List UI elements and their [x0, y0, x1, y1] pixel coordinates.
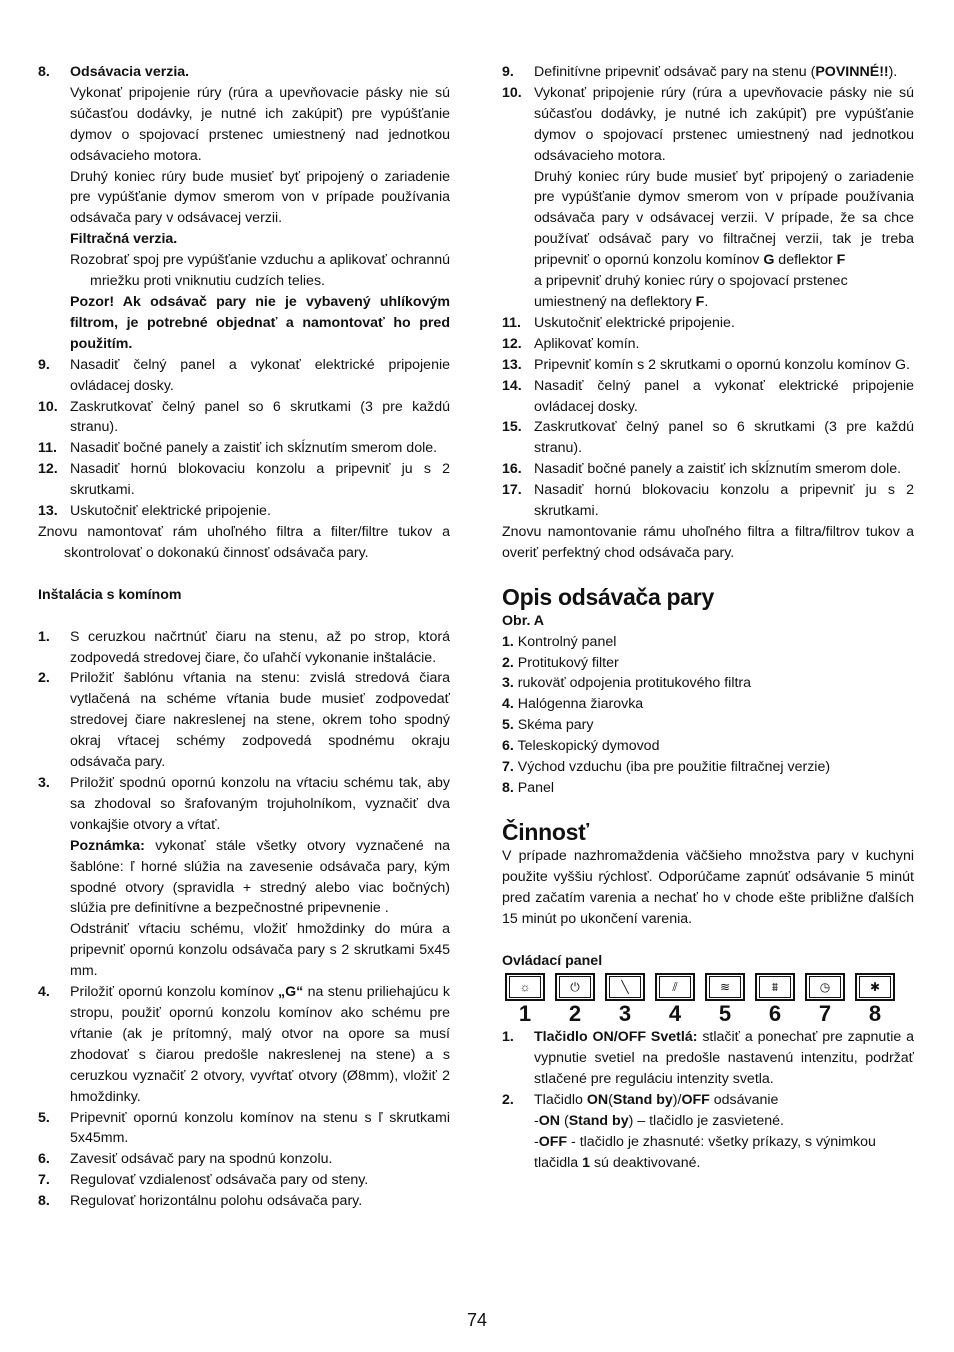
key-button: [605, 973, 645, 1001]
list-item: 12. Nasadiť hornú blokovaciu konzolu a pripevniť ju s 2 skrutkami.: [38, 461, 450, 499]
description-item: 2. Protitukový filter: [502, 654, 619, 671]
list-item: 2. Tlačidlo ON(Stand by)/OFF odsávanie -ON (Stand by) – tlačidlo je zasvietené. -OFF - tlačidlo je zhasnuté: všetky príkazy, s výnimkou tlačidla 1 sú deaktivované.: [502, 1092, 876, 1171]
description-item: 7. Východ vzduchu (iba pre použitie filtračnej verzie): [502, 759, 831, 776]
list-item: 11. Uskutočniť elektrické pripojenie.: [502, 314, 735, 331]
list-a: [38, 355, 450, 522]
speed-1-icon: ╲: [621, 980, 629, 995]
list-c: [38, 1108, 450, 1213]
key-number: 3: [618, 1001, 632, 1027]
list-item: 15. Zaskrutkovať čelný panel so 6 skrutkami (3 pre každú stranu).: [502, 419, 914, 457]
list-item: 10. Zaskrutkovať čelný panel so 6 skrutkami (3 pre každú stranu).: [38, 398, 450, 436]
timer-icon: ◷: [819, 980, 831, 995]
list-item: 16. Nasadiť bočné panely a zaistiť ich skĺznutím smerom dole.: [502, 461, 902, 478]
list-item: 13. Uskutočniť elektrické pripojenie.: [38, 503, 271, 520]
list-item: 8. Regulovať horizontálnu polohu odsávača pary.: [38, 1193, 363, 1210]
list-item: 7. Regulovať vzdialenosť odsávača pary od steny.: [38, 1172, 369, 1189]
key-button: [805, 973, 845, 1001]
key-number: 8: [868, 1001, 882, 1027]
list-item: 11. Nasadiť bočné panely a zaistiť ich skĺznutím smerom dole.: [38, 440, 438, 457]
list-item: 9. Definitívne pripevniť odsávač pary na stenu (POVINNÉ!!).: [502, 64, 898, 80]
lamp-icon: ☼: [519, 980, 531, 995]
control-panel-figure: [502, 973, 914, 1027]
key-number: 6: [768, 1001, 782, 1027]
description-item: 5. Skéma pary: [502, 717, 594, 734]
item-subtitle: Filtračná verzia.: [70, 231, 178, 248]
list-item: 17. Nasadiť hornú blokovaciu konzolu a pripevniť ju s 2 skrutkami.: [502, 482, 914, 520]
description-item: 8. Panel: [502, 780, 555, 796]
list-item: 2. Priložiť šablónu vŕtania na stenu: zvislá stredová čiara vytlačená na schéme vŕtania bude musieť zodpovedať stredovej čiare nakreslenej na stene, okrem toho spodný okraj vŕtacej schémy zodpovedá spodnému okraju odsávača pary.: [38, 670, 450, 771]
list-a: [502, 313, 914, 522]
list-item: 14. Nasadiť čelný panel a vykonať elektrické pripojenie ovládacej dosky.: [502, 377, 914, 415]
control-key: [702, 973, 748, 1027]
list-item: 12. Aplikovať komín.: [502, 335, 640, 352]
speed-4-icon: ⩩: [771, 980, 779, 995]
warning-text: Pozor! Ak odsávač pary nie je vybavený uhlíkovým filtrom, je potrebné objednať a namontovať ho pred použitím.: [70, 293, 450, 352]
list-item: 6. Zavesiť odsávač pary na spodnú konzolu.: [38, 1151, 333, 1168]
list-item: 1. S ceruzkou načrtnúť čiaru na stenu, až po strop, ktorá zodpovedá stredovej čiare, čo uľahčí vykonanie inštalácie.: [38, 628, 450, 666]
control-key: [752, 973, 798, 1027]
section-title: Inštalácia s komínom: [38, 586, 182, 603]
power-icon: ⏻: [570, 980, 580, 995]
description-item: 3. rukoväť odpojenia protitukového filtra: [502, 675, 752, 692]
page-number: 74: [466, 1310, 488, 1330]
key-number: 5: [718, 1001, 732, 1027]
note-text: Poznámka: vykonať stále všetky otvory vyznačené na šablóne: ľ horné slúžia na zavesenie odsávača pary, kým spodné otvory (spravidla + stredný alebo viac bočných) slúžia pre definitívne a bezpečnostné pripevnenie .: [70, 837, 450, 917]
list-item: 10. Vykonať pripojenie rúry (rúra a upevňovacie pásky nie sú súčasťou dodávky, je nutné ich zakúpiť) pre vypúšťanie dymov o spojovací prstenec umiestnený nad jednotkou odsávacieho motora. Druhý koniec rúry bude musieť byť pripojený o zariadenie pre vypúšťanie dymov smerom von v prípade používania odsávača pary v odsávacej verzii. V prípade, že sa chce používať odsávač pary vo filtračnej verzii, tak je treba pripevniť o opornú konzolu komínov G deflektor F a pripevniť druhý koniec rúry o spojovací prstenec umiestnený na deflektory F.: [502, 84, 914, 310]
key-number: 7: [818, 1001, 832, 1027]
filter-alarm-icon: ✱: [869, 980, 881, 995]
speed-2-icon: ⫽: [672, 980, 678, 995]
key-button: [505, 973, 545, 1001]
left-column: 8. Odsávacia verzia. Vykonať pripojenie rúry (rúra a upevňovacie pásky nie sú súčasťou dodávky, je nutné ich zakúpiť) pre vypúšťanie dymov o spojovací prstenec umiestnený nad jednotkou odsávacieho motora. Druhý koniec rúry bude musieť byť pripojený o zariadenie pre vypúšťanie dymov smerom von v prípade používania odsávača pary v odsávacej verzii. Filtračná verzia. Rozobrať spoj pre vypúšťanie vzduchu a aplikovať ochrannú mriežku proti vniknutiu cudzích telies. Pozor! Ak odsávač pary nie je vybavený uhlíkovým filtrom, je potrebné objednať a namontovať ho pred použitím. 9. Nasadiť čelný panel a vykonať elektrické pripojenie ovládacej dosky. 10. Zaskrutkovať čelný panel so 6 skrutkami (3 pre každú stranu). 11. Nasadiť bočné panely a zaistiť ich skĺznutím smerom dole. 12. Nasadiť hornú blokovaciu konzolu a pripevniť ju s 2 skrutkami. 13. Uskutočniť elektrické pripojenie. Znovu namontovať rám uhoľného filtra a filter/filtre tukov a skontrolovať o dokonakú činnosť odsávača pary. Inštalácia s komínom 1. S ceruzkou načrtnúť čiaru na stenu, až po strop, ktorá zodpovedá stredovej čiare, čo uľahčí vykonanie inštalácie. 2. Priložiť šablónu vŕtania na stenu: zvislá stredová čiara vytlačená na schéme vŕtania bude musieť zodpovedať stredovej čiare nakreslenej na stene, okrem toho spodný okraj vŕtacej schémy zodpovedá spodnému okraju odsávača pary. 3. Priložiť spodnú opornú konzolu na vŕtaciu schému tak, aby sa zhodoval so šrafovaným trojuholníkom, vyznačiť dva vonkajšie otvory a vŕtať. Poznámka: vykonať stále všetky otvory vyznačené na šablóne: ľ horné slúžia na zavesenie odsávača pary, kým spodné otvory (spravidla + stredný alebo viac bočných) slúžia pre definitívne a bezpečnostné pripevnenie . Odstrániť vŕtaciu schému, vložiť hmoždinky do múra a pripevniť opornú konzolu odsávača pary s 2 skrutkami 5x45 mm. 4. Priložiť opornú konzolu komínov „G“ na stenu priliehajúcu k stropu, použiť opornú konzolu komínov ako schému pre vŕtanie (ak je prítomný, malý otvor na opore sa musí zhodovať s čiarou predošle nakreslenej na stene) a s ceruzkou vyznačiť 2 otvory, vyvŕtať otvory (Ø8mm), vložiť 2 hmoždinky. 5. Pripevniť opornú konzolu komínov na stenu s ľ skrutkami 5x45mm. 6. Zavesiť odsávač pary na spodnú konzolu. 7. Regulovať vzdialenosť odsávača pary od steny. 8. Regulovať horizontálnu polohu odsávača pary.: [38, 62, 450, 1212]
key-button: [705, 973, 745, 1001]
description-list: [502, 632, 914, 799]
description-item: 1. Kontrolný panel: [502, 633, 617, 650]
right-column: 9. Definitívne pripevniť odsávač pary na stenu (POVINNÉ!!). 10. Vykonať pripojenie rúry (rúra a upevňovacie pásky nie sú súčasťou dodávky, je nutné ich zakúpiť) pre vypúšťanie dymov o spojovací prstenec umiestnený nad jednotkou odsávacieho motora. Druhý koniec rúry bude musieť byť pripojený o zariadenie pre vypúšťanie dymov smerom von v prípade používania odsávača pary v odsávacej verzii. V prípade, že sa chce používať odsávač pary vo filtračnej verzii, tak je treba pripevniť o opornú konzolu komínov G deflektor F a pripevniť druhý koniec rúry o spojovací prstenec umiestnený na deflektory F. 11. Uskutočniť elektrické pripojenie. 12. Aplikovať komín. 13. Pripevniť komín s 2 skrutkami o opornú konzolu komínov G. 14. Nasadiť čelný panel a vykonať elektrické pripojenie ovládacej dosky. 15. Zaskrutkovať čelný panel so 6 skrutkami (3 pre každú stranu). 16. Nasadiť bočné panely a zaistiť ich skĺznutím smerom dole. 17. Nasadiť hornú blokovaciu konzolu a pripevniť ju s 2 skrutkami. Znovu namontovanie rámu uhoľného filtra a filtra/filtrov tukov a overiť perfektný chod odsávača pary. Opis odsávača pary Obr. A 1. Kontrolný panel 2. Protitukový filter 3. rukoväť odpojenia protitukového filtra 4. Halógenna žiarovka 5. Skéma pary 6. Teleskopický dymovod 7. Východ vzduchu (iba pre použitie filtračnej verzie) 8. Panel Činnosť V prípade nazhromaždenia väčšieho množstva pary v kuchyni použite vyššiu rýchlosť. Odporúčame zapnúť odsávanie 5 minút pred začatím varenia a nechať ho v chode ešte približne ďalších 15 minút po ukončení varenia. Ovládací panel ☼ 1 ⏻ 2 ╲ 3 ⫽ 4 ≋ 5 ⩩ 6 ◷ 7 ✱ 8 1. Tlačidlo ON/OFF Svetlá: stlačiť a ponechať pre zapnutie a vypnutie svetiel na predošle nastavenú intenzitu, podržať stlačené pre reguláciu intenzity svetla. 2. Tlačidlo ON(Stand by)/OFF odsávanie -ON (Stand by) – tlačidlo je zasvietené. -OFF - tlačidlo je zhasnuté: všetky príkazy, s výnimkou tlačidla 1 sú deaktivované.: [502, 62, 914, 1174]
key-button: [755, 973, 795, 1001]
key-number: 2: [568, 1001, 582, 1027]
list-item: 8. Odsávacia verzia. Vykonať pripojenie rúry (rúra a upevňovacie pásky nie sú súčasťou dodávky, je nutné ich zakúpiť) pre vypúšťanie dymov o spojovací prstenec umiestnený nad jednotkou odsávacieho motora. Druhý koniec rúry bude musieť byť pripojený o zariadenie pre vypúšťanie dymov smerom von v prípade používania odsávača pary v odsávacej verzii. Filtračná verzia. Rozobrať spoj pre vypúšťanie vzduchu a aplikovať ochrannú mriežku proti vniknutiu cudzích telies. Pozor! Ak odsávač pary nie je vybavený uhlíkovým filtrom, je potrebné objednať a namontovať ho pred použitím.: [38, 62, 450, 355]
speed-3-icon: ≋: [719, 980, 731, 995]
section-heading: Opis odsávača pary: [502, 583, 714, 610]
control-key: [552, 973, 598, 1027]
control-key: [852, 973, 898, 1027]
list-item: 9. Nasadiť čelný panel a vykonať elektrické pripojenie ovládacej dosky.: [38, 356, 450, 394]
key-number: 4: [668, 1001, 682, 1027]
control-key: [802, 973, 848, 1027]
figure-label: Obr. A: [502, 612, 545, 629]
list-b: [38, 627, 450, 836]
description-item: 4. Halógenna žiarovka: [502, 696, 644, 713]
list-item: 13. Pripevniť komín s 2 skrutkami o opornú konzolu komínov G.: [502, 356, 910, 373]
list-item: 1. Tlačidlo ON/OFF Svetlá: stlačiť a ponechať pre zapnutie a vypnutie svetiel na predošle nastavenú intenzitu, podržať stlačené pre reguláciu intenzity svetla.: [502, 1029, 915, 1088]
section-heading: Činnosť: [502, 818, 589, 845]
item-title: Odsávacia verzia.: [70, 64, 190, 80]
list-item: 5. Pripevniť opornú konzolu komínov na stenu s ľ skrutkami 5x45mm.: [38, 1109, 450, 1147]
panel-title: Ovládací panel: [502, 952, 603, 969]
key-button: [555, 973, 595, 1001]
description-item: 6. Teleskopický dymovod: [502, 738, 660, 755]
list-item: 3. Priložiť spodnú opornú konzolu na vŕtaciu schému tak, aby sa zhodoval so šrafovaným trojuholníkom, vyznačiť dva vonkajšie otvory a vŕtať.: [38, 775, 450, 833]
control-key: [602, 973, 648, 1027]
control-key: [502, 973, 548, 1027]
list-item: 4. Priložiť opornú konzolu komínov „G“ na stenu priliehajúcu k stropu, použiť opornú konzolu komínov ako schému pre vŕtanie (ak je prítomný, malý otvor na opore sa musí zhodovať s čiarou predošle nakreslenej na stene) a s ceruzkou vyznačiť 2 otvory, vyvŕtať otvory (Ø8mm), vložiť 2 hmoždinky.: [38, 984, 450, 1105]
key-button: [655, 973, 695, 1001]
key-button: [855, 973, 895, 1001]
key-number: 1: [518, 1001, 532, 1027]
control-key: [652, 973, 698, 1027]
